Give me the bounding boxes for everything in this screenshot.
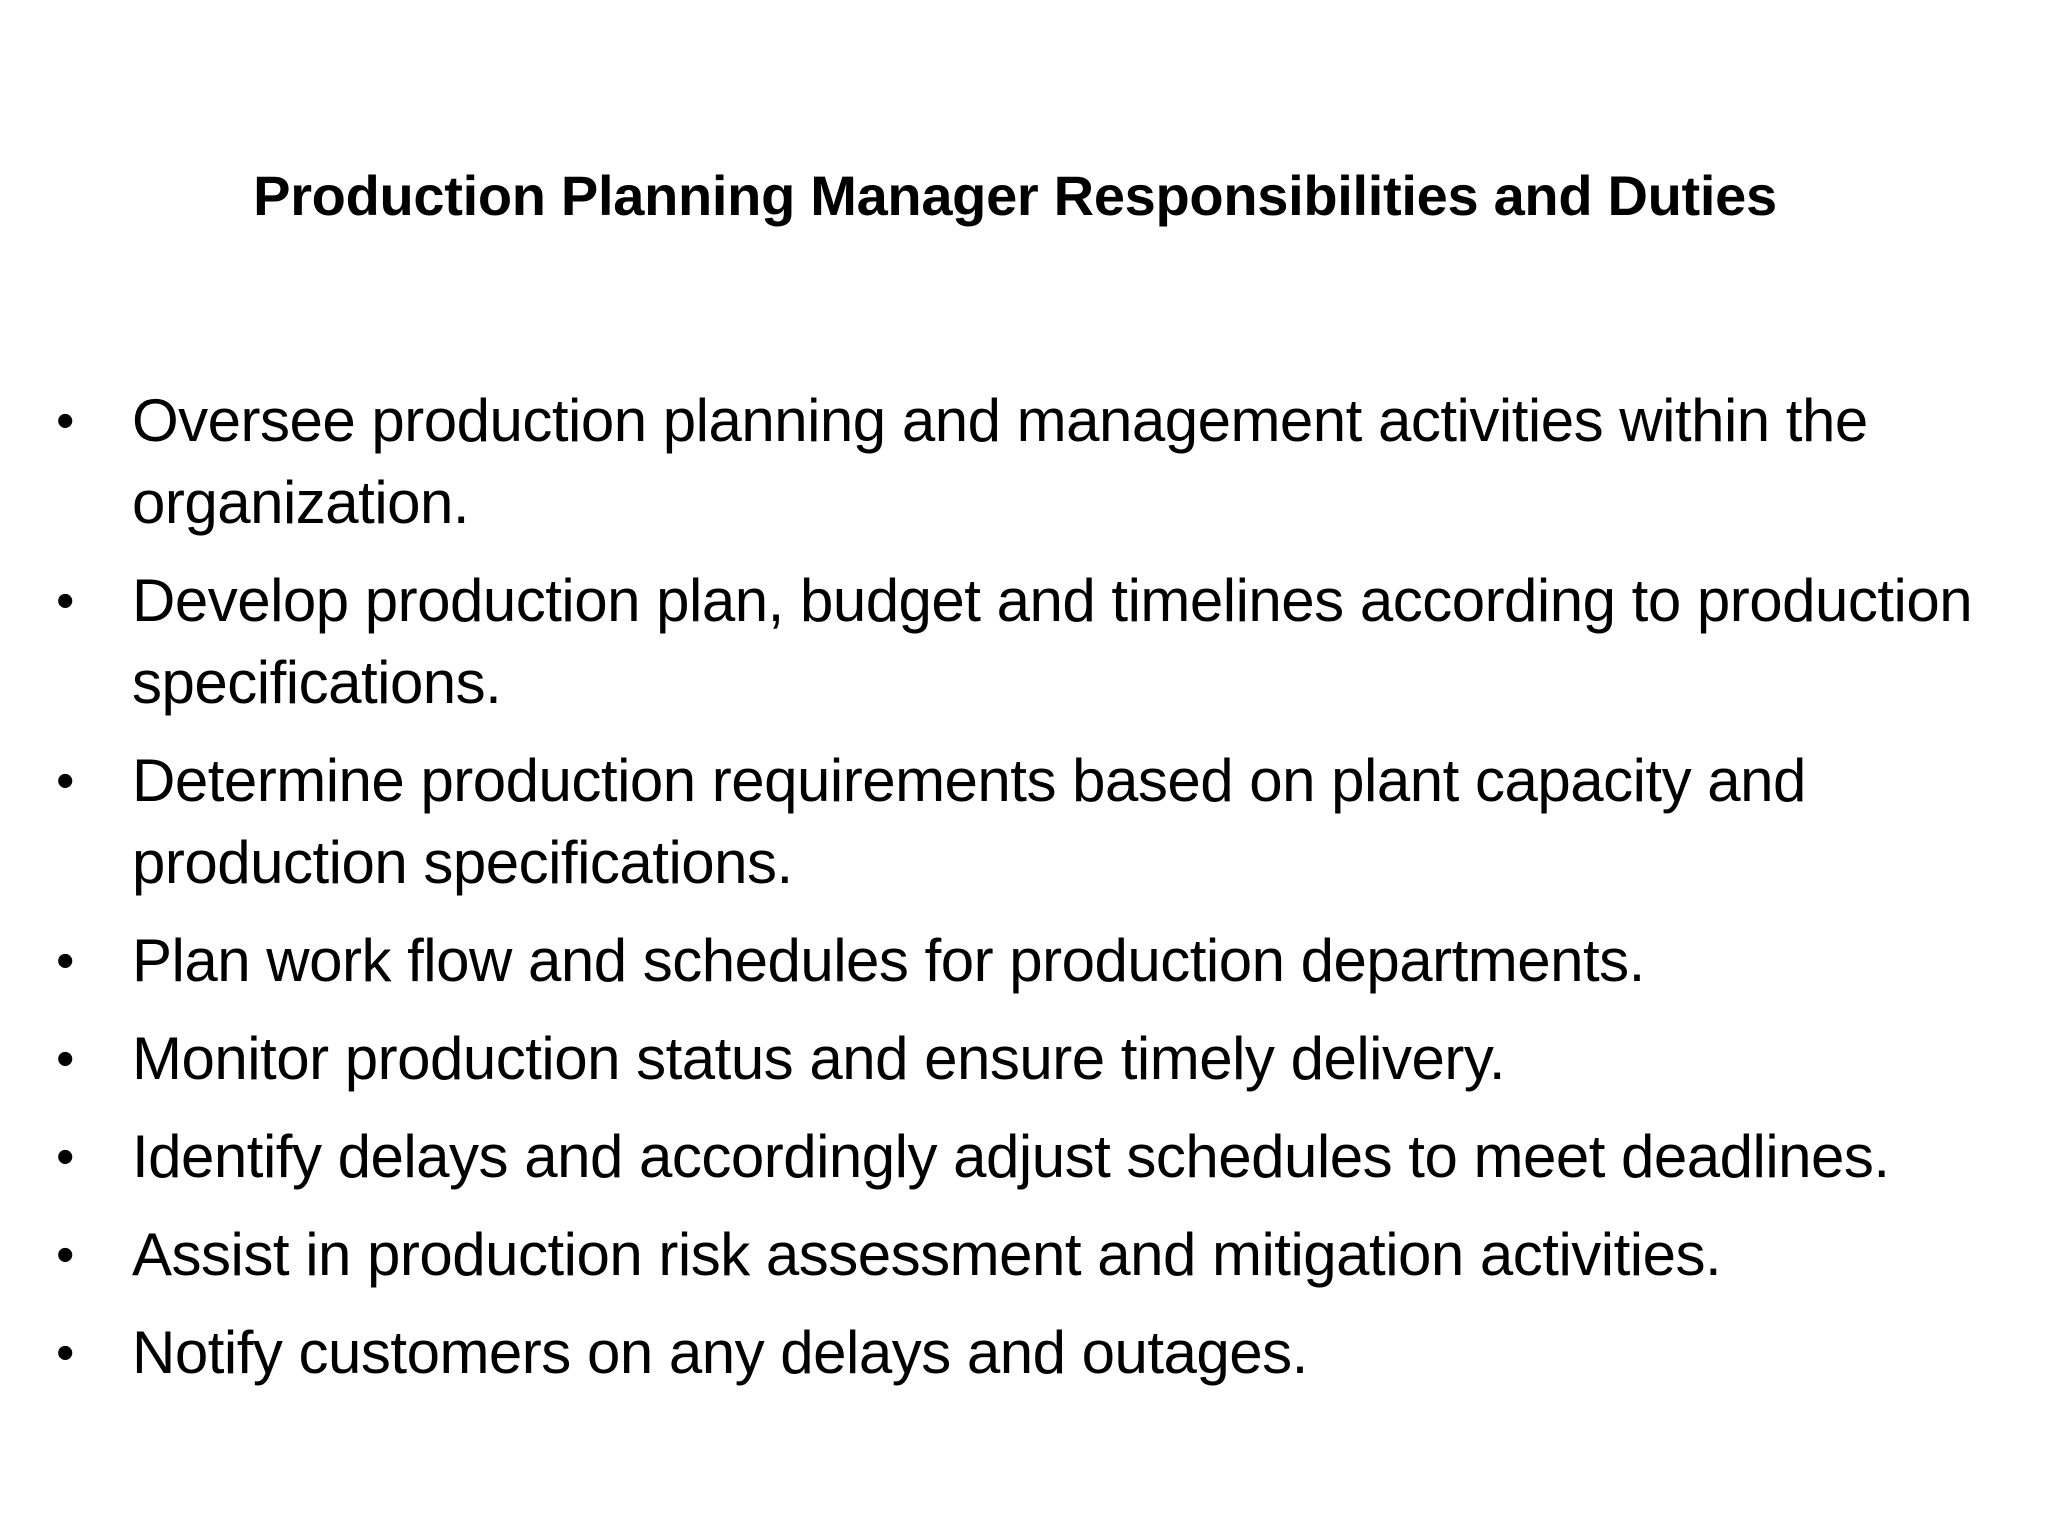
list-item bbox=[50, 740, 1990, 904]
list-item-text: Notify customers on any delays and outages. bbox=[132, 1319, 1308, 1386]
bullet-icon: • bbox=[56, 1030, 74, 1088]
list-item bbox=[50, 380, 1990, 544]
bullet-icon: • bbox=[56, 1226, 74, 1284]
list-item-text: Plan work flow and schedules for production departments. bbox=[132, 927, 1645, 994]
list-item bbox=[50, 560, 1990, 724]
list-item bbox=[50, 1312, 1990, 1394]
bullet-icon: • bbox=[56, 1128, 74, 1186]
list-item bbox=[50, 1018, 1990, 1100]
list-item-text: Identify delays and accordingly adjust schedules to meet deadlines. bbox=[132, 1123, 1890, 1190]
list-item-text: Oversee production planning and management activities within the organization. bbox=[132, 387, 1868, 536]
list-item-text: Monitor production status and ensure timely delivery. bbox=[132, 1025, 1506, 1092]
bullet-list bbox=[50, 380, 1990, 1410]
list-item-text: Develop production plan, budget and timelines according to production specifications. bbox=[132, 567, 1973, 716]
bullet-icon: • bbox=[56, 932, 74, 990]
bullet-icon: • bbox=[56, 572, 74, 630]
list-item-text: Assist in production risk assessment and mitigation activities. bbox=[132, 1221, 1722, 1288]
slide-title: Production Planning Manager Responsibilities and Duties bbox=[253, 164, 1777, 227]
bullet-icon: • bbox=[56, 752, 74, 810]
bullet-icon: • bbox=[56, 392, 74, 450]
list-item bbox=[50, 1214, 1990, 1296]
list-item bbox=[50, 920, 1990, 1002]
bullet-icon: • bbox=[56, 1324, 74, 1382]
list-item bbox=[50, 1116, 1990, 1198]
list-item-text: Determine production requirements based on plant capacity and production specifications. bbox=[132, 747, 1806, 896]
